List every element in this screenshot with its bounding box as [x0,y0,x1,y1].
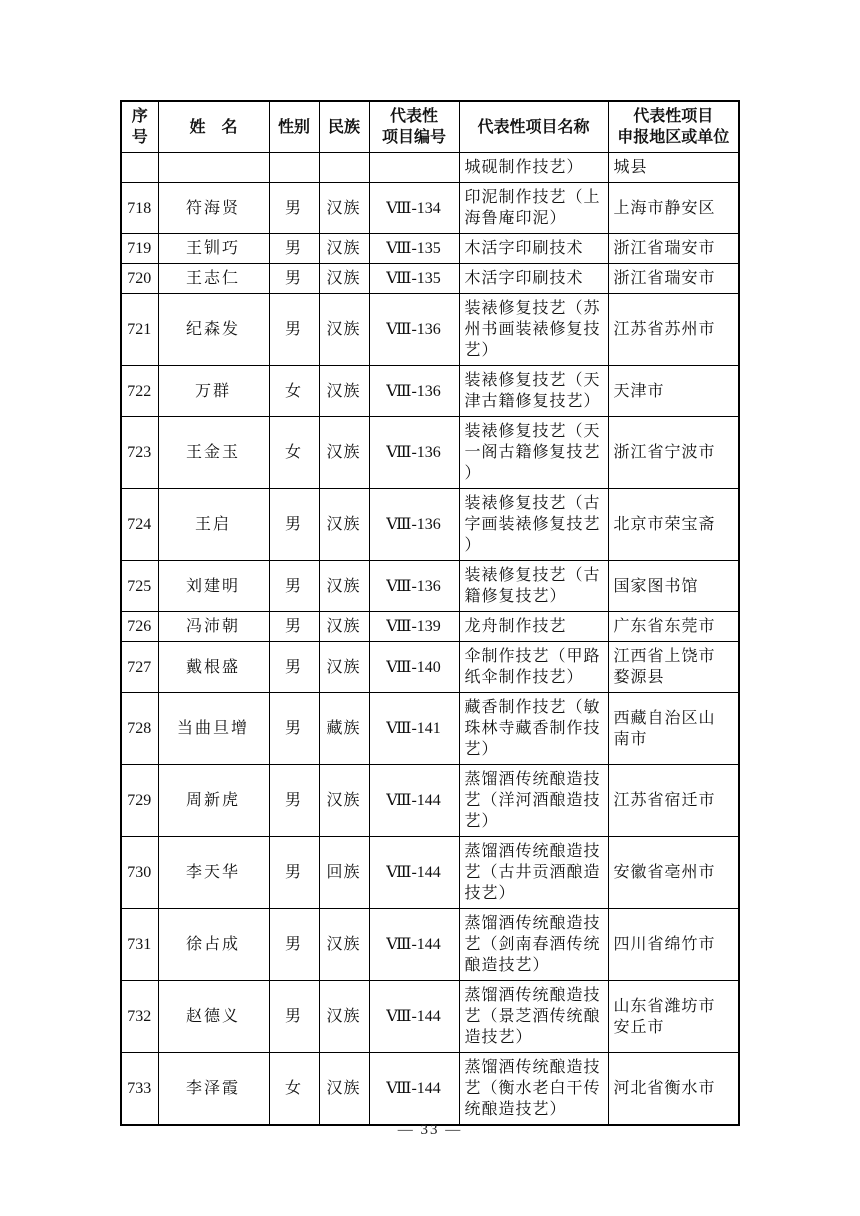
cell-project-name: 蒸馏酒传统酿造技艺（景芝酒传统酿造技艺） [459,981,608,1053]
header-gender [269,101,319,153]
cell-ethnicity: 汉族 [319,561,369,612]
cell-project-name: 装裱修复技艺（天一阁古籍修复技艺） [459,417,608,489]
header-region-line2: 申报地区或单位 [617,129,730,146]
cell-region: 江苏省宿迁市 [608,765,739,837]
header-project-code-line2: 项目编号 [381,129,446,146]
cell-seq: 731 [121,909,158,981]
header-project-code [369,101,459,153]
cell-project-name: 城砚制作技艺） [459,153,608,183]
cell-ethnicity: 汉族 [319,417,369,489]
cell-name: 周新虎 [158,765,269,837]
cell-name: 徐占成 [158,909,269,981]
header-region-line1: 代表性项目 [633,108,714,125]
table-body [121,153,739,1126]
cell-name [158,153,269,183]
cell-ethnicity: 汉族 [319,183,369,234]
cell-project-code: Ⅷ-144 [369,909,459,981]
cell-seq: 730 [121,837,158,909]
cell-project-name: 印泥制作技艺（上海鲁庵印泥） [459,183,608,234]
cell-region: 天津市 [608,366,739,417]
cell-ethnicity: 汉族 [319,612,369,642]
cell-project-code: Ⅷ-135 [369,234,459,264]
cell-project-code: Ⅷ-136 [369,489,459,561]
cell-ethnicity: 汉族 [319,642,369,693]
header-row [121,101,739,153]
cell-project-code: Ⅷ-136 [369,417,459,489]
cell-region: 浙江省瑞安市 [608,264,739,294]
cell-gender: 男 [269,612,319,642]
cell-gender [269,153,319,183]
cell-name: 万群 [158,366,269,417]
table-row [121,153,739,183]
header-seq [121,101,158,153]
cell-project-name: 木活字印刷技术 [459,264,608,294]
cell-ethnicity: 汉族 [319,765,369,837]
table-row [121,642,739,693]
cell-project-name: 蒸馏酒传统酿造技艺（衡水老白干传统酿造技艺） [459,1053,608,1126]
cell-project-name: 装裱修复技艺（天津古籍修复技艺） [459,366,608,417]
cell-ethnicity: 汉族 [319,366,369,417]
cell-project-name: 龙舟制作技艺 [459,612,608,642]
table-row [121,264,739,294]
cell-gender: 女 [269,366,319,417]
cell-project-code: Ⅷ-136 [369,294,459,366]
cell-gender: 男 [269,909,319,981]
header-ethnicity [319,101,369,153]
cell-region: 城县 [608,153,739,183]
cell-name: 当曲旦增 [158,693,269,765]
cell-gender: 男 [269,489,319,561]
table-row [121,981,739,1053]
cell-gender: 男 [269,561,319,612]
cell-seq: 727 [121,642,158,693]
cell-name: 李天华 [158,837,269,909]
table-row [121,837,739,909]
table-row [121,417,739,489]
cell-region: 浙江省宁波市 [608,417,739,489]
cell-gender: 男 [269,693,319,765]
table-header [121,101,739,153]
cell-project-name: 装裱修复技艺（古籍修复技艺） [459,561,608,612]
cell-project-code: Ⅷ-135 [369,264,459,294]
cell-gender: 男 [269,183,319,234]
cell-region: 北京市荣宝斋 [608,489,739,561]
cell-seq: 733 [121,1053,158,1126]
cell-seq: 726 [121,612,158,642]
table-row [121,294,739,366]
cell-region: 河北省衡水市 [608,1053,739,1126]
cell-name: 赵德义 [158,981,269,1053]
cell-region: 山东省潍坊市安丘市 [608,981,739,1053]
table-row [121,1053,739,1126]
inheritors-table [120,100,740,1126]
cell-region: 西藏自治区山南市 [608,693,739,765]
cell-project-code: Ⅷ-144 [369,765,459,837]
cell-ethnicity: 汉族 [319,234,369,264]
cell-project-name: 蒸馏酒传统酿造技艺（洋河酒酿造技艺） [459,765,608,837]
cell-project-code: Ⅷ-139 [369,612,459,642]
cell-project-code: Ⅷ-136 [369,366,459,417]
page-number: — 33 — [397,1122,463,1138]
cell-region: 江西省上饶市婺源县 [608,642,739,693]
cell-region: 浙江省瑞安市 [608,234,739,264]
cell-project-code: Ⅷ-144 [369,837,459,909]
cell-gender: 男 [269,234,319,264]
cell-seq: 719 [121,234,158,264]
cell-seq: 722 [121,366,158,417]
cell-project-name: 木活字印刷技术 [459,234,608,264]
header-name [158,101,269,153]
cell-ethnicity: 汉族 [319,264,369,294]
header-name-line1: 姓 名 [189,118,238,136]
cell-region: 国家图书馆 [608,561,739,612]
cell-region: 上海市静安区 [608,183,739,234]
cell-gender: 男 [269,765,319,837]
header-ethnicity-line1: 民族 [327,118,360,136]
cell-seq [121,153,158,183]
cell-seq: 728 [121,693,158,765]
header-region [608,101,739,153]
cell-project-name: 蒸馏酒传统酿造技艺（古井贡酒酿造技艺） [459,837,608,909]
cell-project-name: 伞制作技艺（甲路纸伞制作技艺） [459,642,608,693]
cell-seq: 724 [121,489,158,561]
table-row [121,561,739,612]
cell-seq: 725 [121,561,158,612]
cell-gender: 男 [269,981,319,1053]
table-row [121,366,739,417]
cell-name: 冯沛朝 [158,612,269,642]
cell-ethnicity: 回族 [319,837,369,909]
cell-ethnicity: 汉族 [319,489,369,561]
cell-name: 王金玉 [158,417,269,489]
header-project-name [459,101,608,153]
cell-seq: 721 [121,294,158,366]
cell-region: 江苏省苏州市 [608,294,739,366]
header-seq-line1: 序 [131,108,148,125]
cell-project-code [369,153,459,183]
cell-region: 广东省东莞市 [608,612,739,642]
cell-name: 纪森发 [158,294,269,366]
table-row [121,612,739,642]
cell-gender: 女 [269,1053,319,1126]
header-gender-line1: 性别 [277,118,310,136]
cell-name: 王志仁 [158,264,269,294]
header-seq-line2: 号 [131,129,148,146]
cell-name: 戴根盛 [158,642,269,693]
cell-gender: 男 [269,642,319,693]
cell-gender: 男 [269,837,319,909]
cell-seq: 723 [121,417,158,489]
cell-ethnicity: 藏族 [319,693,369,765]
cell-name: 符海贤 [158,183,269,234]
cell-seq: 729 [121,765,158,837]
table-row [121,693,739,765]
cell-gender: 男 [269,294,319,366]
cell-ethnicity [319,153,369,183]
cell-seq: 720 [121,264,158,294]
cell-name: 刘建明 [158,561,269,612]
table-row [121,183,739,234]
cell-name: 王钏巧 [158,234,269,264]
table-row [121,765,739,837]
table-row [121,909,739,981]
cell-project-code: Ⅷ-144 [369,1053,459,1126]
cell-ethnicity: 汉族 [319,1053,369,1126]
cell-project-name: 装裱修复技艺（苏州书画装裱修复技艺） [459,294,608,366]
cell-ethnicity: 汉族 [319,981,369,1053]
table-row [121,489,739,561]
cell-seq: 718 [121,183,158,234]
cell-gender: 女 [269,417,319,489]
cell-ethnicity: 汉族 [319,294,369,366]
cell-project-name: 装裱修复技艺（古字画装裱修复技艺） [459,489,608,561]
cell-project-code: Ⅷ-140 [369,642,459,693]
header-project-name-line1: 代表性项目名称 [477,118,590,136]
cell-gender: 男 [269,264,319,294]
cell-region: 四川省绵竹市 [608,909,739,981]
table-row [121,234,739,264]
cell-ethnicity: 汉族 [319,909,369,981]
cell-seq: 732 [121,981,158,1053]
cell-project-code: Ⅷ-144 [369,981,459,1053]
cell-project-code: Ⅷ-141 [369,693,459,765]
cell-name: 王启 [158,489,269,561]
cell-project-name: 蒸馏酒传统酿造技艺（剑南春酒传统酿造技艺） [459,909,608,981]
cell-project-code: Ⅷ-134 [369,183,459,234]
cell-project-name: 藏香制作技艺（敏珠林寺藏香制作技艺） [459,693,608,765]
cell-region: 安徽省亳州市 [608,837,739,909]
cell-name: 李泽霞 [158,1053,269,1126]
header-project-code-line1: 代表性 [389,108,438,125]
cell-project-code: Ⅷ-136 [369,561,459,612]
